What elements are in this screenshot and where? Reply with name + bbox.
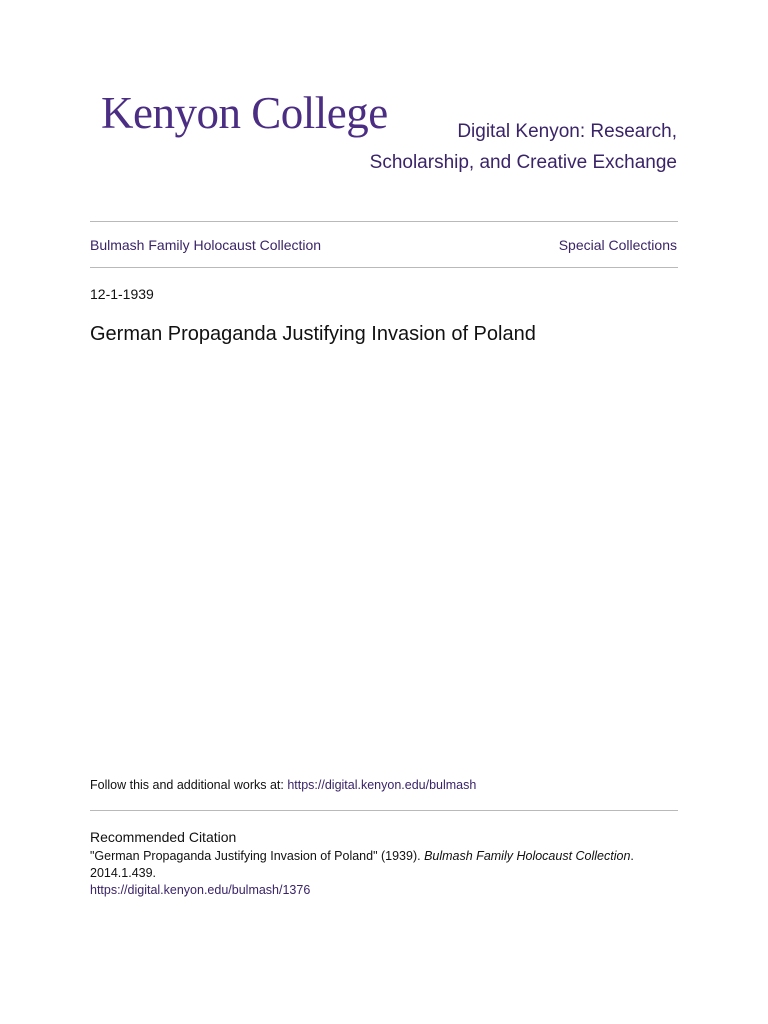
breadcrumb-divider [90, 267, 678, 268]
document-title: German Propaganda Justifying Invasion of Poland [90, 323, 536, 345]
follow-link[interactable]: https://digital.kenyon.edu/bulmash [287, 778, 477, 792]
kenyon-college-logo: Kenyon College [101, 88, 388, 138]
citation-divider [90, 810, 678, 811]
citation-identifier: 2014.1.439. [90, 866, 157, 880]
citation-body [90, 848, 680, 899]
repository-name[interactable] [370, 116, 677, 178]
citation-collection: Bulmash Family Holocaust Collection [424, 849, 631, 863]
citation-link[interactable]: https://digital.kenyon.edu/bulmash/1376 [90, 883, 311, 897]
recommended-citation-heading: Recommended Citation [90, 829, 237, 845]
citation-period: . [630, 849, 634, 863]
special-collections-link[interactable]: Special Collections [558, 237, 677, 253]
repository-name-line2: Scholarship, and Creative Exchange [369, 152, 677, 173]
citation-line1 [90, 848, 680, 865]
follow-text: Follow this and additional works at: [90, 778, 288, 792]
citation-quoted-title: "German Propaganda Justifying Invasion of Poland" (1939). [90, 849, 425, 863]
collection-link[interactable]: Bulmash Family Holocaust Collection [90, 237, 322, 253]
follow-works [90, 777, 476, 793]
document-date: 12-1-1939 [90, 286, 154, 302]
repository-name-line1: Digital Kenyon: Research, [457, 121, 677, 142]
top-divider [90, 221, 678, 222]
